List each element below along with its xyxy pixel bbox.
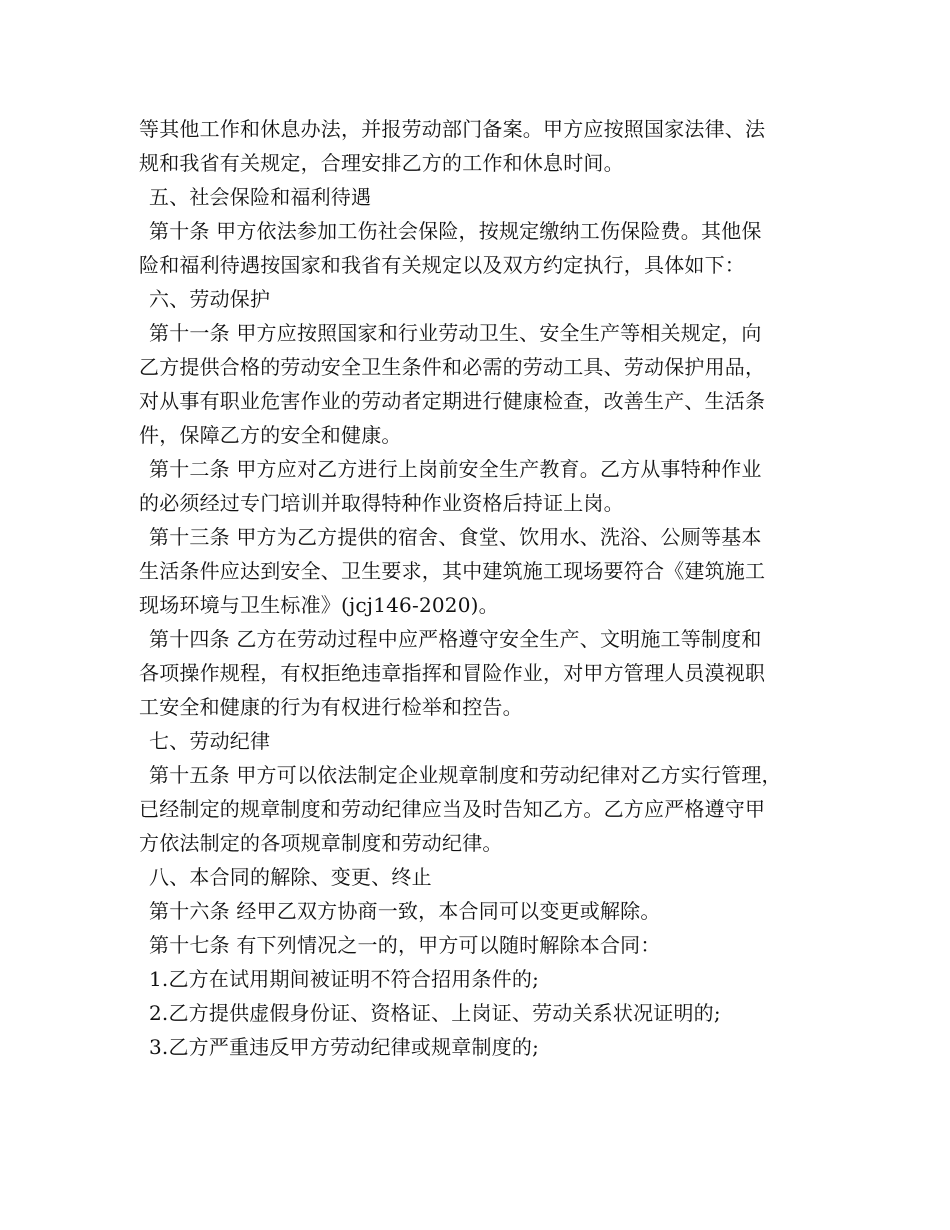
section-heading: 五、社会保险和福利待遇 xyxy=(149,185,372,209)
section-heading: 七、劳动纪律 xyxy=(149,729,271,753)
list-item: 1.乙方在试用期间被证明不符合招用条件的; xyxy=(149,967,540,991)
section-heading: 六、劳动保护 xyxy=(149,287,271,311)
text-line: 工安全和健康的行为有权进行检举和控告。 xyxy=(139,695,523,719)
article-line: 第十条 甲方依法参加工伤社会保险，按规定缴纳工伤保险费。其他保 xyxy=(149,219,762,243)
article-line: 第十三条 甲方为乙方提供的宿舍、食堂、饮用水、洗浴、公厕等基本 xyxy=(149,525,762,549)
article-line: 第十一条 甲方应按照国家和行业劳动卫生、安全生产等相关规定，向 xyxy=(149,321,762,345)
text-line: 险和福利待遇按国家和我省有关规定以及双方约定执行，具体如下： xyxy=(139,253,745,277)
text-line: 方依法制定的各项规章制度和劳动纪律。 xyxy=(139,831,503,855)
text-line: 现场环境与卫生标准》(jcj146-2020)。 xyxy=(139,593,499,617)
text-line: 已经制定的规章制度和劳动纪律应当及时告知乙方。乙方应严格遵守甲 xyxy=(139,797,766,821)
article-line: 第十六条 经甲乙双方协商一致，本合同可以变更或解除。 xyxy=(149,899,661,923)
article-line: 第十五条 甲方可以依法制定企业规章制度和劳动纪律对乙方实行管理， xyxy=(149,763,782,787)
text-line: 规和我省有关规定，合理安排乙方的工作和休息时间。 xyxy=(139,151,624,175)
text-line: 生活条件应达到安全、卫生要求，其中建筑施工现场要符合《建筑施工 xyxy=(139,559,766,583)
text-line: 等其他工作和休息办法，并报劳动部门备案。甲方应按照国家法律、法 xyxy=(139,117,766,141)
text-line: 对从事有职业危害作业的劳动者定期进行健康检查，改善生产、生活条 xyxy=(139,389,766,413)
list-item: 3.乙方严重违反甲方劳动纪律或规章制度的; xyxy=(149,1035,540,1059)
article-line: 第十七条 有下列情况之一的，甲方可以随时解除本合同： xyxy=(149,933,661,957)
text-line: 各项操作规程，有权拒绝违章指挥和冒险作业，对甲方管理人员漠视职 xyxy=(139,661,766,685)
article-line: 第十二条 甲方应对乙方进行上岗前安全生产教育。乙方从事特种作业 xyxy=(149,457,762,481)
text-line: 的必须经过专门培训并取得特种作业资格后持证上岗。 xyxy=(139,491,624,515)
list-item: 2.乙方提供虚假身份证、资格证、上岗证、劳动关系状况证明的; xyxy=(149,1001,721,1025)
document-page xyxy=(139,112,815,1064)
text-line: 件，保障乙方的安全和健康。 xyxy=(139,423,402,447)
text-line: 乙方提供合格的劳动安全卫生条件和必需的劳动工具、劳动保护用品， xyxy=(139,355,766,379)
section-heading: 八、本合同的解除、变更、终止 xyxy=(149,865,432,889)
article-line: 第十四条 乙方在劳动过程中应严格遵守安全生产、文明施工等制度和 xyxy=(149,627,762,651)
